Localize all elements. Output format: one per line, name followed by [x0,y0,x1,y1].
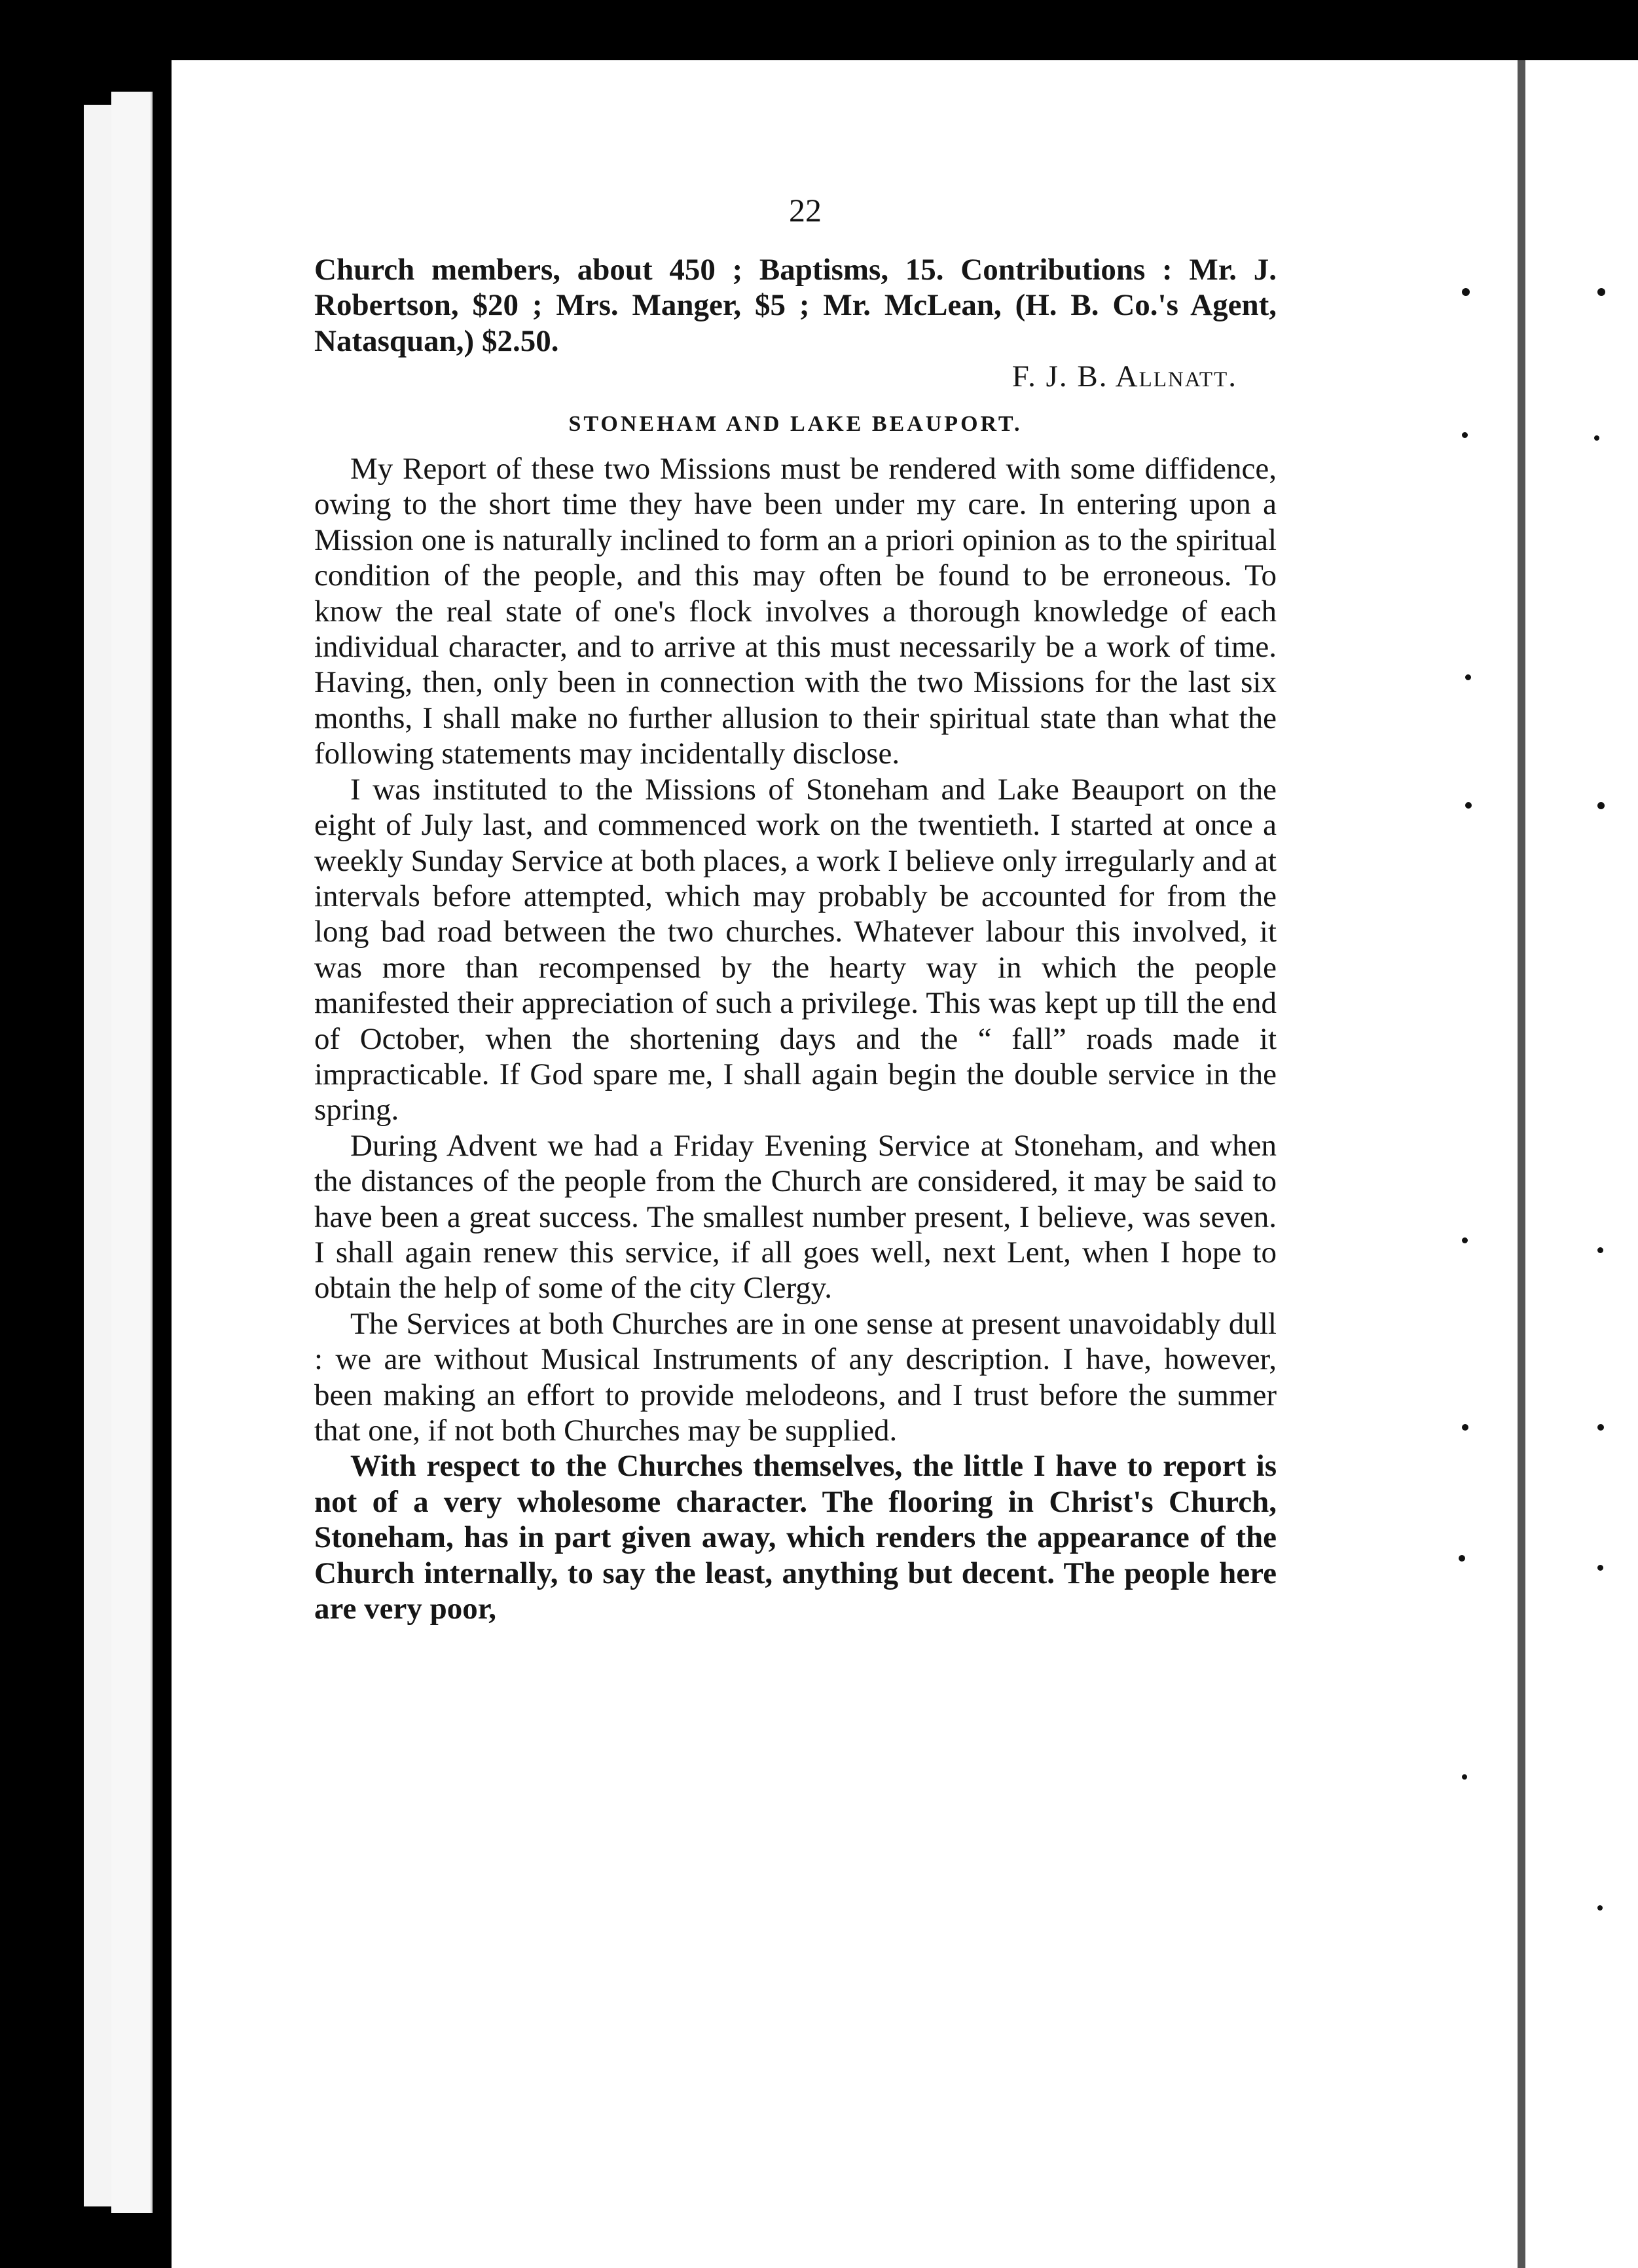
paragraph-1: My Report of these two Missions must be rendered with some diffidence, owing to the short time they have been under my care. In entering upon a Mission one is naturally inclined to form an a priori opinion as to the spiritual condition of the people, and this may often be found to be erroneous. To know the real state of one's flock involves a thorough knowledge of each individual character, and to arrive at this must necessarily be a work of time. Having, then, only been in connection with the two Missions for the last six months, I shall make no further allusion to their spiritual state than what the following statements may incidentally disclose. [314,452,1277,771]
page-number: 22 [789,192,822,229]
margin-speck [1597,288,1605,296]
margin-speck [1465,674,1471,680]
opening-paragraph: Church members, about 450 ; Baptisms, 15. Contributions : Mr. J. Robertson, $20 ; Mrs. Manger, $5 ; Mr. McLean, (H. B. Co.'s Agent, Natasquan,) $2.50. [314,253,1277,358]
underlying-page-edge-2 [111,92,153,2213]
paragraph-4: The Services at both Churches are in one sense at present unavoidably dull : we are without Musical Instruments of any description. I have, however, been making an effort to provide melodeons, and I trust before the summer that one, if not both Churches may be supplied. [314,1306,1277,1448]
margin-speck [1597,1247,1603,1253]
paragraph-3: During Advent we had a Friday Evening Service at Stoneham, and when the distances of the people from the Church are considered, it may be said to have been a great success. The smallest number present, I believe, was seven. I shall again renew this service, if all goes well, next Lent, when I hope to obtain the help of some of the city Clergy. [314,1128,1277,1306]
margin-speck [1597,802,1605,809]
paragraph-5: With respect to the Churches themselves, the little I have to report is not of a very wholesome character. The flooring in Christ's Church, Stoneham, has in part given away, which renders the appearance of the Church internally, to say the least, anything but decent. The people here are very poor, [314,1449,1277,1626]
section-heading: STONEHAM AND LAKE BEAUPORT. [568,411,1023,436]
margin-speck [1462,1237,1468,1243]
margin-speck [1462,1774,1467,1780]
body-text [314,252,1277,1626]
margin-speck [1462,288,1470,296]
margin-speck [1459,1555,1465,1562]
margin-speck [1462,1424,1468,1431]
margin-speck [1465,802,1472,809]
signature: F. J. B. Allnatt. [1011,359,1237,394]
page-gutter-line [1518,60,1525,2268]
margin-speck [1594,435,1599,441]
margin-speck [1597,1424,1604,1431]
margin-speck [1597,1905,1603,1911]
margin-speck [1462,432,1468,438]
margin-speck [1597,1565,1603,1571]
paragraph-2: I was instituted to the Missions of Stoneham and Lake Beauport on the eight of July last, and commenced work on the twentieth. I started at once a weekly Sunday Service at both places, a work I believe only irregularly and at intervals before attempted, which may probably be accounted for from the long bad road between the two churches. Whatever labour this involved, it was more than recompensed by the hearty way in which the people manifested their appreciation of such a privilege. This was kept up till the end of October, when the shortening days and the “ fall” roads made it impracticable. If God spare me, I shall again begin the double service in the spring. [314,772,1277,1127]
